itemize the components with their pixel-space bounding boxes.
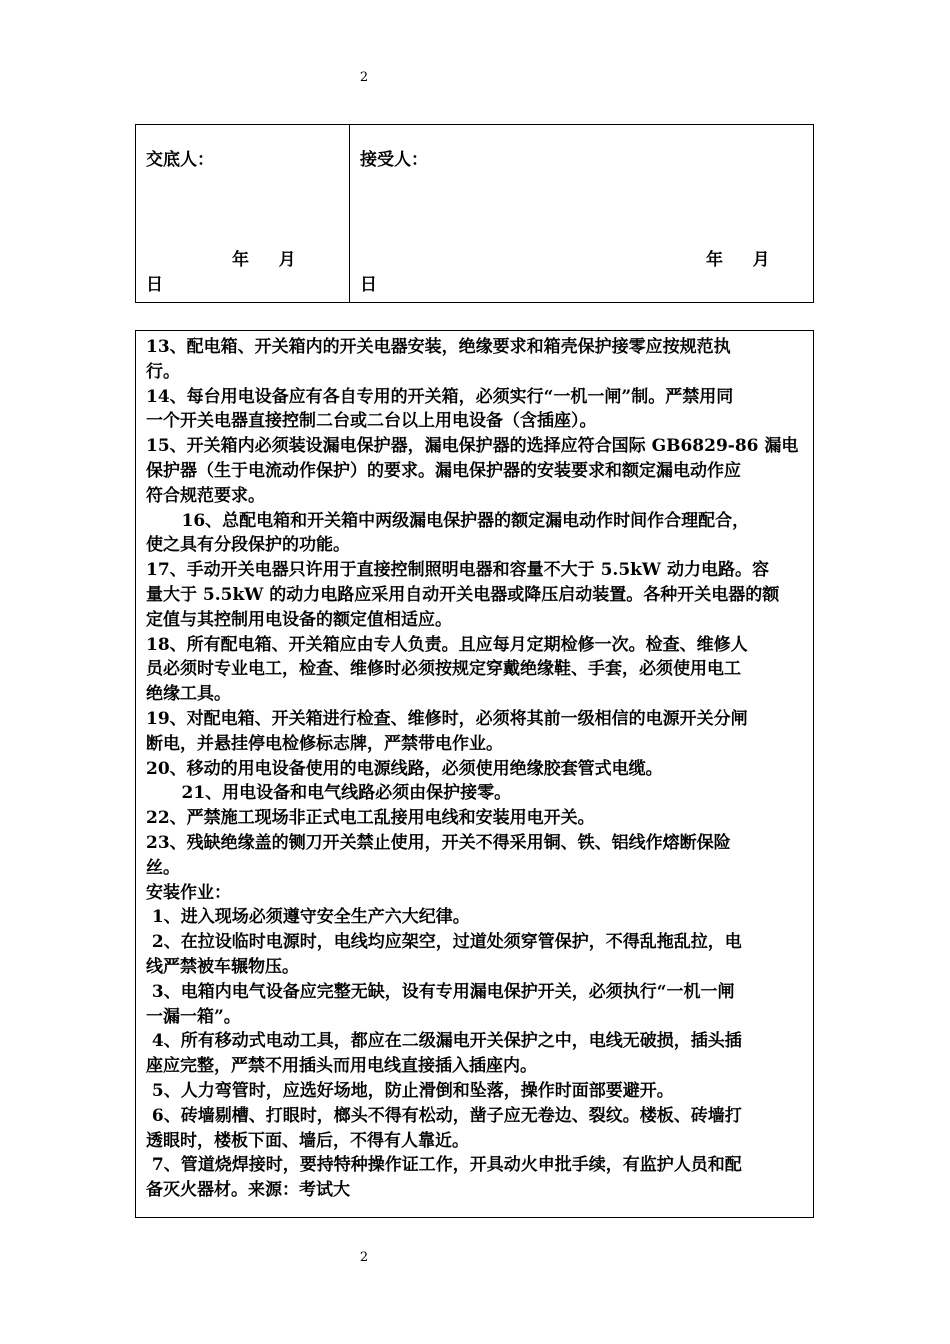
content-line: 一个开关电器直接控制二台或二台以上用电设备（含插座）。 bbox=[146, 411, 597, 432]
content-line: 丝。 bbox=[146, 857, 180, 878]
content-line: 透眼时，楼板下面、墙后，不得有人靠近。 bbox=[146, 1130, 469, 1151]
handover-year-month: 年 月 bbox=[232, 250, 296, 270]
content-line: 14、每台用电设备应有各自专用的开关箱，必须实行“一机一闸”制。严禁用同 bbox=[146, 386, 734, 407]
handover-day: 日 bbox=[146, 275, 163, 295]
content-line: 23、残缺绝缘盖的铡刀开关禁止使用，开关不得采用铜、铁、铝线作熔断保险 bbox=[146, 832, 731, 853]
content-line: 21、用电设备和电气线路必须由保护接零。 bbox=[146, 783, 512, 804]
content-line: 行。 bbox=[146, 361, 180, 382]
receiver-year-month: 年 月 bbox=[706, 250, 770, 270]
content-line: 15、开关箱内必须装设漏电保护器，漏电保护器的选择应符合国际 GB6829-86 漏电 bbox=[146, 436, 799, 457]
content-line: 6、砖墙剔槽、打眼时，榔头不得有松动，凿子应无卷边、裂纹。楼板、砖墙打 bbox=[146, 1105, 742, 1126]
safety-instructions-box bbox=[135, 330, 814, 1218]
content-line: 定值与其控制用电设备的额定值相适应。 bbox=[146, 609, 452, 630]
content-line: 20、移动的用电设备使用的电源线路，必须使用绝缘胶套管式电缆。 bbox=[146, 758, 663, 779]
content-line: 量大于 5.5kW 的动力电路应采用自动开关电器或降压启动装置。各种开关电器的额 bbox=[146, 584, 780, 605]
content-line: 使之具有分段保护的功能。 bbox=[146, 535, 350, 556]
receiver-person-label: 接受人： bbox=[360, 150, 428, 170]
content-line: 座应完整，严禁不用插头而用电线直接插入插座内。 bbox=[146, 1056, 537, 1077]
page-number-bottom: 2 bbox=[359, 1250, 369, 1265]
content-line: 2、在拉设临时电源时，电线均应架空，过道处须穿管保护，不得乱拖乱拉，电 bbox=[146, 932, 742, 953]
content-line: 3、电箱内电气设备应完整无缺，设有专用漏电保护开关，必须执行“一机一闸 bbox=[146, 981, 735, 1002]
content-line: 17、手动开关电器只许用于直接控制照明电器和容量不大于 5.5kW 动力电路。容 bbox=[146, 560, 769, 581]
content-line: 5、人力弯管时，应选好场地，防止滑倒和坠落，操作时面部要避开。 bbox=[146, 1080, 674, 1101]
content-line: 4、所有移动式电动工具，都应在二级漏电开关保护之中，电线无破损，插头插 bbox=[146, 1031, 742, 1052]
handover-person-label: 交底人： bbox=[146, 150, 214, 170]
content-line: 安装作业： bbox=[146, 882, 231, 903]
content-line: 16、总配电箱和开关箱中两级漏电保护器的额定漏电动作时间作合理配合， bbox=[146, 510, 750, 531]
content-line: 1、进入现场必须遵守安全生产六大纪律。 bbox=[146, 907, 470, 928]
content-line: 线严禁被车辗物压。 bbox=[146, 956, 299, 977]
content-line: 13、配电箱、开关箱内的开关电器安装，绝缘要求和箱壳保护接零应按规范执 bbox=[146, 337, 731, 357]
content-line: 18、所有配电箱、开关箱应由专人负责。且应每月定期检修一次。检查、维修人 bbox=[146, 634, 748, 655]
content-line: 22、严禁施工现场非正式电工乱接用电线和安装用电开关。 bbox=[146, 808, 595, 829]
content-line: 断电，并悬挂停电检修标志牌，严禁带电作业。 bbox=[146, 733, 503, 754]
receiver-day: 日 bbox=[360, 275, 377, 295]
page-number-top: 2 bbox=[359, 70, 369, 85]
handover-cell bbox=[136, 125, 350, 302]
content-line: 一漏一箱”。 bbox=[146, 1006, 241, 1027]
receiver-cell bbox=[350, 125, 813, 302]
content-line: 员必须时专业电工，检查、维修时必须按规定穿戴绝缘鞋、手套，必须使用电工 bbox=[146, 659, 741, 680]
content-line: 7、管道烧焊接时，要持特种操作证工作，开具动火申批手续，有监护人员和配 bbox=[146, 1155, 742, 1176]
content-line: 19、对配电箱、开关箱进行检查、维修时，必须将其前一级相信的电源开关分闸 bbox=[146, 708, 748, 729]
content-line: 备灭火器材。来源：考试大 bbox=[146, 1180, 350, 1201]
content-line: 保护器（生于电流动作保护）的要求。漏电保护器的安装要求和额定漏电动作应 bbox=[146, 460, 741, 481]
signature-table bbox=[135, 124, 814, 303]
content-line: 绝缘工具。 bbox=[146, 684, 231, 705]
content-line: 符合规范要求。 bbox=[146, 485, 265, 506]
